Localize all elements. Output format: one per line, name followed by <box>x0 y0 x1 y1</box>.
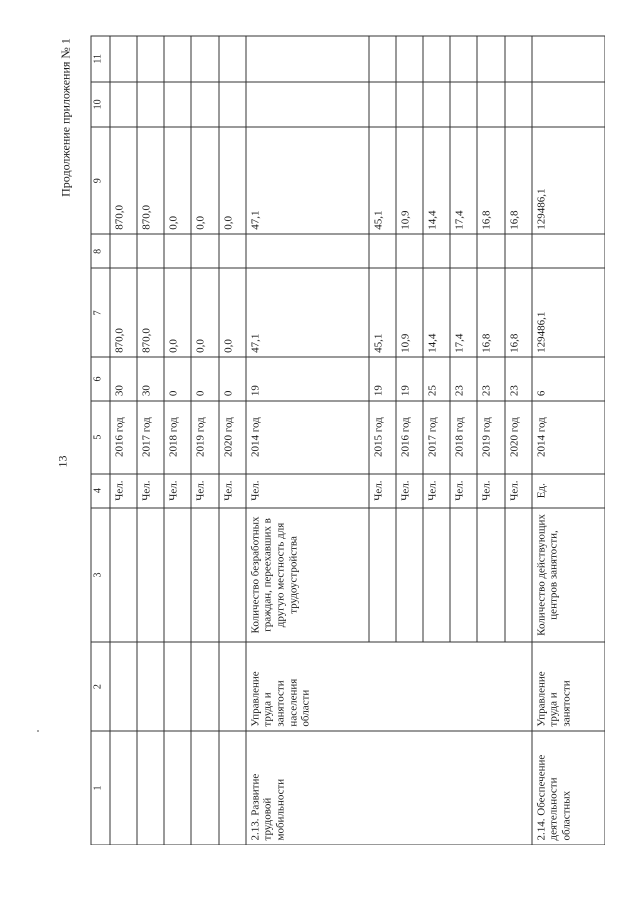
cell-c8 <box>110 234 137 268</box>
cell-c9: 47,1 <box>245 127 368 234</box>
cell-c10 <box>396 81 423 127</box>
table-wrapper <box>90 35 605 845</box>
cell-year: 2016 год <box>396 400 423 473</box>
cell-c9: 16,8 <box>504 127 531 234</box>
cell-c8 <box>423 234 450 268</box>
cell-year: 2019 год <box>477 400 504 473</box>
cell-c11 <box>368 36 395 82</box>
header-col-6: 6 <box>91 357 110 400</box>
cell-indicator <box>137 507 164 641</box>
cell-unit: Чел. <box>450 473 477 507</box>
cell-activity <box>110 731 137 845</box>
cell-activity <box>191 731 218 845</box>
cell-c10 <box>477 81 504 127</box>
cell-year: 2018 год <box>450 400 477 473</box>
header-col-5: 5 <box>91 400 110 473</box>
cell-c6: 23 <box>450 357 477 400</box>
cell-unit: Чел. <box>368 473 395 507</box>
cell-c7: 14,4 <box>423 268 450 357</box>
cell-c11 <box>218 36 245 82</box>
header-col-7: 7 <box>91 268 110 357</box>
cell-c10 <box>504 81 531 127</box>
cell-c11 <box>477 36 504 82</box>
cell-c9: 870,0 <box>110 127 137 234</box>
table-row <box>191 36 218 845</box>
cell-c7: 129486,1 <box>531 268 604 357</box>
cell-executor <box>218 642 245 731</box>
scan-speck <box>37 730 39 732</box>
cell-executor <box>164 642 191 731</box>
cell-c10 <box>245 81 368 127</box>
cell-year: 2017 год <box>423 400 450 473</box>
cell-indicator <box>396 507 423 641</box>
cell-c7: 16,8 <box>477 268 504 357</box>
table-row <box>245 36 368 845</box>
cell-year: 2016 год <box>110 400 137 473</box>
cell-c10 <box>368 81 395 127</box>
cell-unit: Чел. <box>423 473 450 507</box>
cell-c11 <box>396 36 423 82</box>
cell-c6: 30 <box>110 357 137 400</box>
cell-indicator <box>218 507 245 641</box>
cell-c6: 23 <box>504 357 531 400</box>
cell-c6: 19 <box>245 357 368 400</box>
cell-c8 <box>245 234 368 268</box>
cell-year: 2014 год <box>531 400 604 473</box>
cell-c10 <box>450 81 477 127</box>
header-col-8: 8 <box>91 234 110 268</box>
cell-c7: 0,0 <box>218 268 245 357</box>
cell-unit: Чел. <box>110 473 137 507</box>
cell-c8 <box>137 234 164 268</box>
table-row <box>137 36 164 845</box>
cell-c8 <box>368 234 395 268</box>
cell-executor-2-13: Управление труда и занятости населения области <box>245 642 531 731</box>
cell-c11 <box>164 36 191 82</box>
cell-c10 <box>110 81 137 127</box>
cell-year: 2017 год <box>137 400 164 473</box>
cell-activity <box>218 731 245 845</box>
cell-c9: 10,9 <box>396 127 423 234</box>
header-col-9: 9 <box>91 127 110 234</box>
cell-c9: 0,0 <box>218 127 245 234</box>
cell-c10 <box>164 81 191 127</box>
cell-c8 <box>450 234 477 268</box>
cell-unit: Чел. <box>396 473 423 507</box>
cell-c11 <box>450 36 477 82</box>
cell-c10 <box>191 81 218 127</box>
cell-c7: 0,0 <box>164 268 191 357</box>
cell-c9: 16,8 <box>477 127 504 234</box>
cell-c11 <box>137 36 164 82</box>
cell-year: 2020 год <box>504 400 531 473</box>
cell-c11 <box>110 36 137 82</box>
cell-c6: 0 <box>164 357 191 400</box>
cell-c11 <box>245 36 368 82</box>
cell-executor <box>110 642 137 731</box>
header-col-1: 1 <box>91 731 110 845</box>
cell-c10 <box>531 81 604 127</box>
continuation-label: Продолжение приложения № 1 <box>58 38 73 197</box>
cell-unit: Чел. <box>218 473 245 507</box>
cell-year: 2015 год <box>368 400 395 473</box>
header-col-4: 4 <box>91 473 110 507</box>
program-activities-table <box>90 35 605 845</box>
header-col-11: 11 <box>91 36 110 82</box>
cell-c10 <box>218 81 245 127</box>
cell-c9: 14,4 <box>423 127 450 234</box>
cell-c6: 0 <box>218 357 245 400</box>
cell-unit: Чел. <box>477 473 504 507</box>
cell-unit: Чел. <box>164 473 191 507</box>
cell-c10 <box>423 81 450 127</box>
cell-c9: 0,0 <box>164 127 191 234</box>
cell-c7: 870,0 <box>137 268 164 357</box>
cell-c9: 0,0 <box>191 127 218 234</box>
cell-year: 2014 год <box>245 400 368 473</box>
cell-c6: 19 <box>368 357 395 400</box>
cell-c7: 17,4 <box>450 268 477 357</box>
cell-indicator <box>477 507 504 641</box>
cell-c11 <box>504 36 531 82</box>
cell-c9: 870,0 <box>137 127 164 234</box>
column-number-header <box>91 36 110 845</box>
cell-unit: Ед. <box>531 473 604 507</box>
cell-executor-2-14: Управление труда и занятости <box>531 642 604 731</box>
header-col-2: 2 <box>91 642 110 731</box>
cell-c6: 23 <box>477 357 504 400</box>
cell-c9: 17,4 <box>450 127 477 234</box>
cell-indicator <box>368 507 395 641</box>
cell-c8 <box>396 234 423 268</box>
table-row <box>164 36 191 845</box>
cell-year: 2019 год <box>191 400 218 473</box>
cell-indicator <box>191 507 218 641</box>
cell-c8 <box>477 234 504 268</box>
cell-c10 <box>137 81 164 127</box>
cell-indicator <box>423 507 450 641</box>
cell-c8 <box>191 234 218 268</box>
table-row <box>110 36 137 845</box>
cell-unit: Чел. <box>137 473 164 507</box>
cell-c6: 0 <box>191 357 218 400</box>
cell-c6: 19 <box>396 357 423 400</box>
page-number: 13 <box>55 455 70 468</box>
cell-indicator-2-13: Количество безработных граждан, переехавших в другую местность для трудоустройства <box>245 507 368 641</box>
cell-unit: Чел. <box>504 473 531 507</box>
cell-indicator-2-14: Количество действующих центров занятости, <box>531 507 604 641</box>
cell-indicator <box>450 507 477 641</box>
header-col-10: 10 <box>91 81 110 127</box>
table-row <box>218 36 245 845</box>
cell-activity-2-14: 2.14. Обеспечение деятельности областных <box>531 731 604 845</box>
cell-c7: 16,8 <box>504 268 531 357</box>
cell-c7: 47,1 <box>245 268 368 357</box>
cell-c7: 10,9 <box>396 268 423 357</box>
cell-c11 <box>423 36 450 82</box>
cell-c6: 25 <box>423 357 450 400</box>
cell-activity-2-13: 2.13. Развитие трудовой мобильности <box>245 731 531 845</box>
cell-indicator <box>504 507 531 641</box>
cell-executor <box>137 642 164 731</box>
cell-c6: 30 <box>137 357 164 400</box>
cell-c6: 6 <box>531 357 604 400</box>
cell-c8 <box>531 234 604 268</box>
cell-c9: 129486,1 <box>531 127 604 234</box>
rotated-table-container <box>90 35 605 845</box>
header-col-3: 3 <box>91 507 110 641</box>
cell-c7: 0,0 <box>191 268 218 357</box>
cell-c7: 870,0 <box>110 268 137 357</box>
cell-c9: 45,1 <box>368 127 395 234</box>
cell-activity <box>137 731 164 845</box>
cell-year: 2020 год <box>218 400 245 473</box>
cell-year: 2018 год <box>164 400 191 473</box>
cell-c8 <box>504 234 531 268</box>
cell-executor <box>191 642 218 731</box>
cell-activity <box>164 731 191 845</box>
table-row <box>531 36 604 845</box>
cell-unit: Чел. <box>191 473 218 507</box>
cell-indicator <box>164 507 191 641</box>
cell-c8 <box>218 234 245 268</box>
cell-c11 <box>191 36 218 82</box>
cell-c11 <box>531 36 604 82</box>
cell-indicator <box>110 507 137 641</box>
cell-c8 <box>164 234 191 268</box>
cell-c7: 45,1 <box>368 268 395 357</box>
cell-unit: Чел. <box>245 473 368 507</box>
